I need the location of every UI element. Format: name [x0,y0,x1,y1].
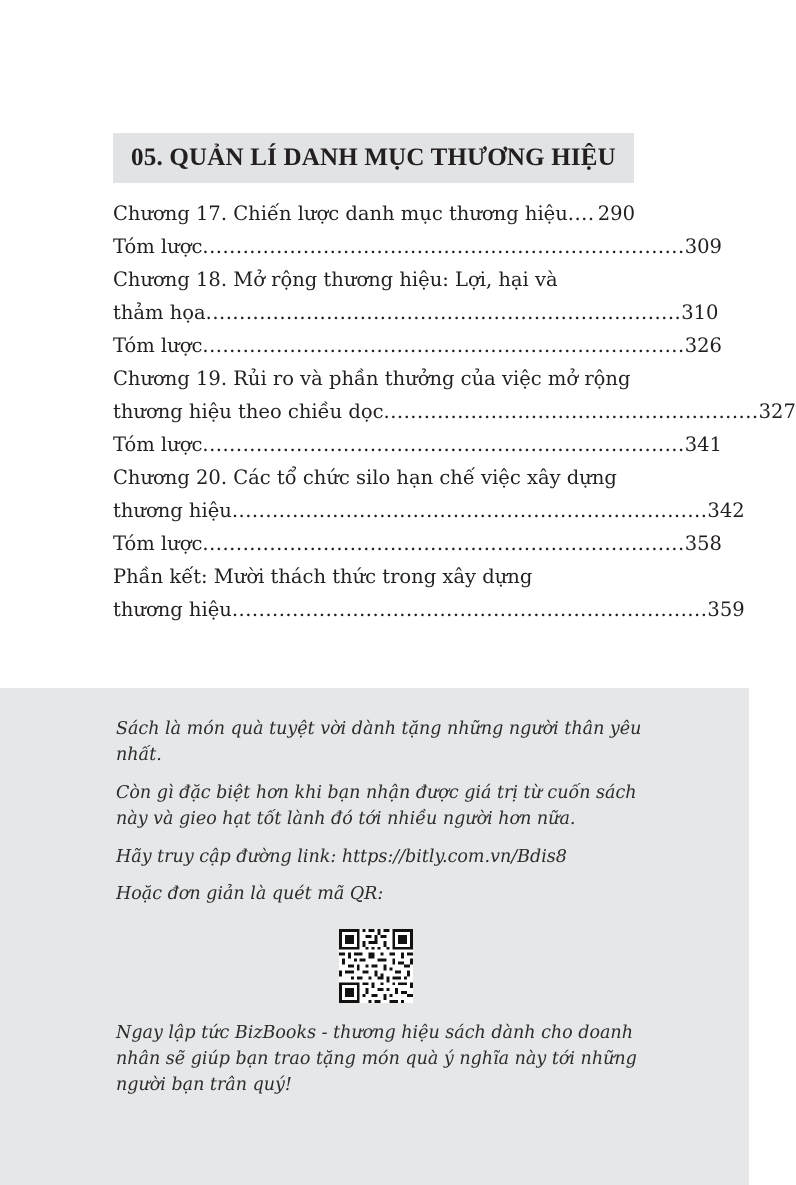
toc-entry [113,263,719,329]
toc-title: Tóm lược [113,235,203,258]
toc-title: Chương 17. Chiến lược danh mục thương hiệu [113,202,568,225]
promo-qr-text: Hoặc đơn giản là quét mã QR: [116,884,384,904]
toc-entry [113,362,796,428]
toc-entry [113,560,745,626]
promo-paragraph: Ngay lập tức BizBooks - thương hiệu sách dành cho doanh nhân sẽ giúp bạn trao tặng món quà ý nghĩa này tới những người bạn trân quý! [116,1023,637,1095]
toc-leader: ........................................................................ [202,433,685,456]
toc-title: thương hiệu [113,598,232,621]
toc-leader: ........................................................................ [202,334,685,357]
toc-title: thảm họa [113,301,206,324]
toc-title: Chương 18. Mở rộng thương hiệu: Lợi, hại và [113,268,558,291]
toc-page: 290 [597,202,635,225]
toc-leader: ........................................................ [383,400,759,423]
toc-entry [113,428,722,461]
toc-page: 327 [758,400,796,423]
toc-page: 309 [684,235,722,258]
section-header [113,133,634,183]
toc-entry [113,461,745,527]
toc-page: 310 [681,301,719,324]
toc-leader: ........................................................................ [202,235,685,258]
toc-page: 359 [707,598,745,621]
promo-paragraph: Sách là món quà tuyệt vời dành tặng những người thân yêu nhất. [116,719,642,765]
toc-leader: ....................................................................... [231,499,708,522]
toc-entry [113,527,722,560]
toc-entry [113,329,722,362]
toc-page: 341 [684,433,722,456]
toc-page: 326 [684,334,722,357]
toc-title: Tóm lược [113,433,203,456]
toc-title: Phần kết: Mười thách thức trong xây dựng [113,565,533,588]
toc-page: 358 [684,532,722,555]
table-of-contents [113,197,796,626]
toc-page: 342 [707,499,745,522]
promo-paragraph: Còn gì đặc biệt hơn khi bạn nhận được giá trị từ cuốn sách này và gieo hạt tốt lành đó tới nhiều người hơn nữa. [116,783,637,829]
qr-code-icon[interactable] [339,929,413,1003]
toc-leader: ....................................................................... [231,598,708,621]
toc-title: thương hiệu [113,499,232,522]
toc-title: Chương 19. Rủi ro và phần thưởng của việc mở rộng [113,367,631,390]
toc-title: Tóm lược [113,532,203,555]
toc-title: thương hiệu theo chiều dọc [113,400,384,423]
toc-entry [113,230,722,263]
toc-leader: ........................................................................ [202,532,685,555]
toc-leader: ....................................................................... [205,301,682,324]
toc-entry [113,197,635,230]
toc-title: Chương 20. Các tổ chức silo hạn chế việc xây dựng [113,466,617,489]
section-title: 05. QUẢN LÍ DANH MỤC THƯƠNG HIỆU [131,144,616,171]
promo-link-text: Hãy truy cập đường link: https://bitly.com.vn/Bdis8 [116,847,567,867]
toc-leader: .... [567,202,595,225]
toc-title: Tóm lược [113,334,203,357]
